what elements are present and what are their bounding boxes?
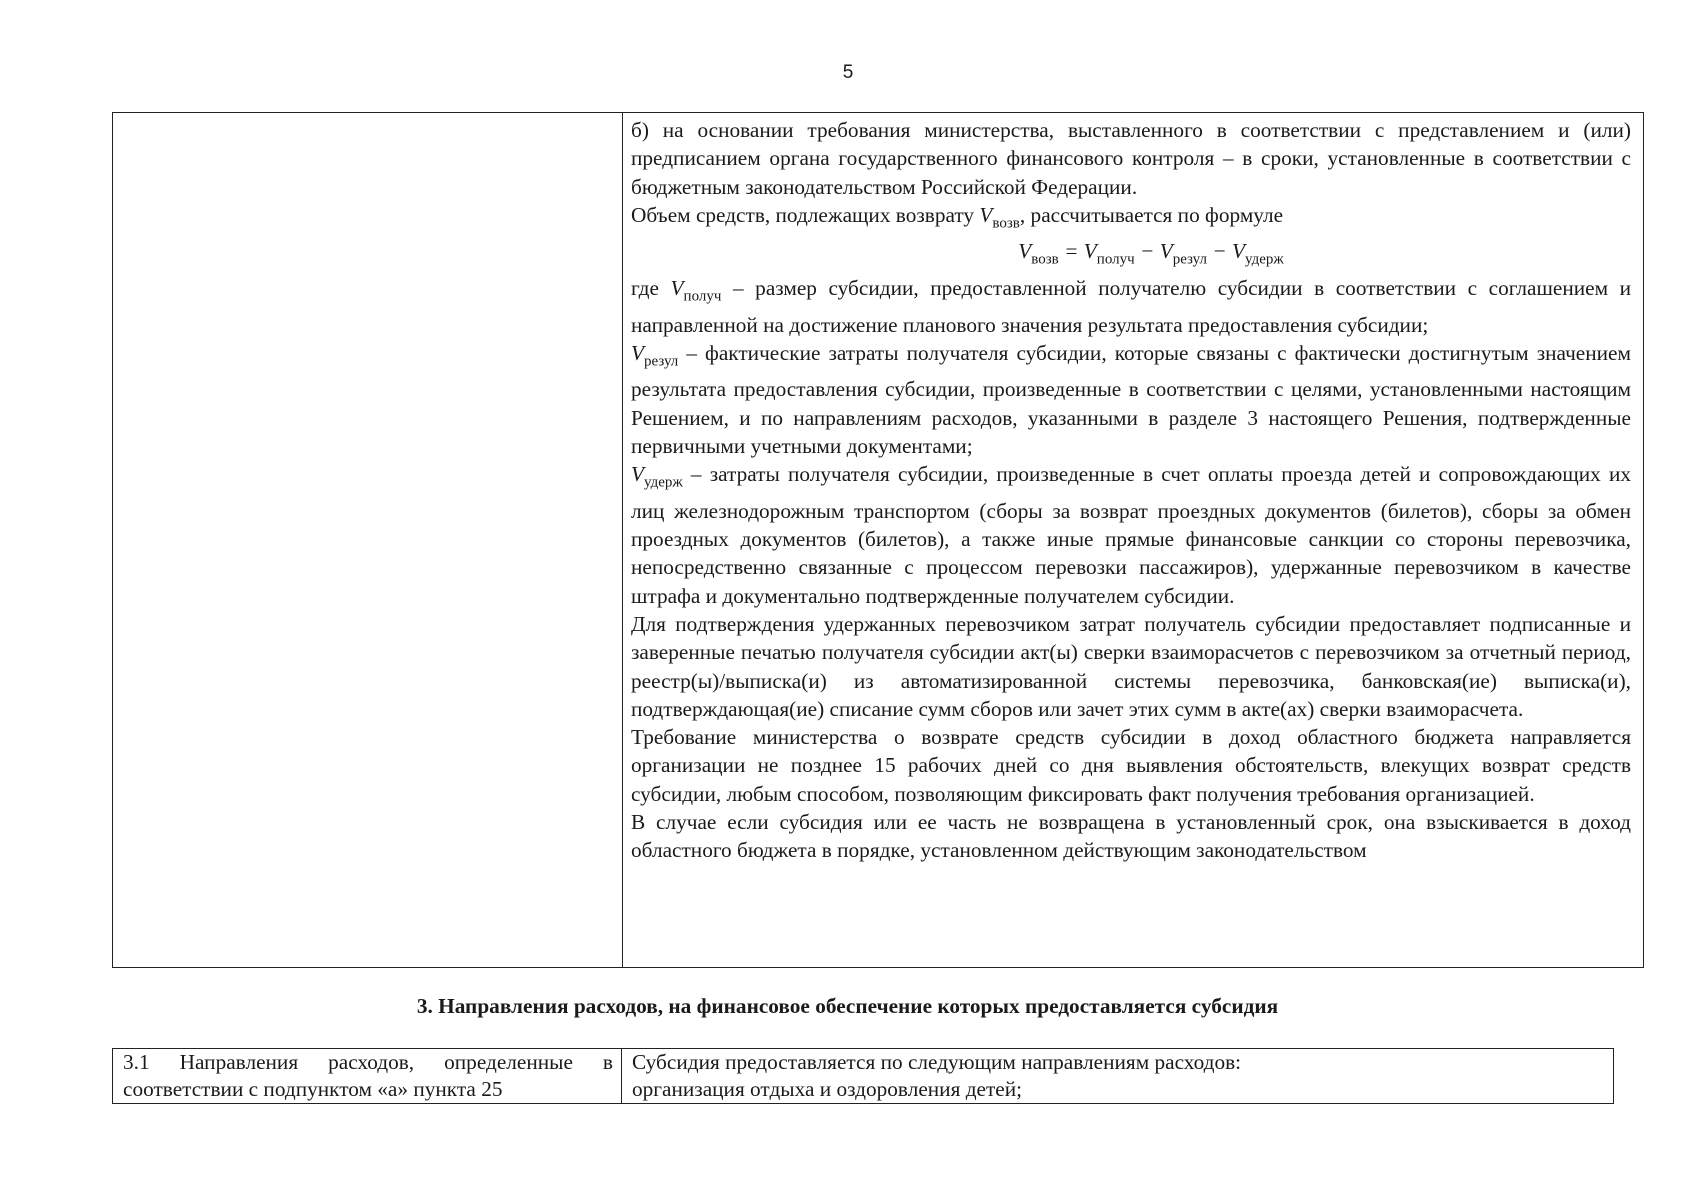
page-number: 5: [842, 62, 854, 83]
definition-v-rezul: $V_{резул}$ – фактические затраты получателя субсидии, которые связаны с фактически достигнутым значением результата предоставления субсидии, произведенные в соответствии с целями, установленными настоящим Решением, и по направлениям расходов, указанными в разделе 3 настоящего Решения, подтвержденные первичными учетными документами;: [631, 340, 1631, 458]
paragraph-volume: Объем средств, подлежащих возврату $V_{возв}$, рассчитывается по формуле: [631, 202, 1284, 232]
expense-directions-content: [622, 1049, 1614, 1104]
definition-v-poluch: где $V_{получ}$ – размер субсидии, предоставленной получателю субсидии в соответствии с соглашением и направленной на достижение планового значения результата предоставления субсидии;: [631, 275, 1631, 337]
paragraph-recovery: В случае если субсидия или ее часть не возвращена в установленный срок, она взыскивается в доход областного бюджета в порядке, установленном действующим законодательством: [631, 810, 1631, 863]
definition-v-uderzh: $V_{удерж}$ – затраты получателя субсидии, произведенные в счет оплаты проезда детей и сопровождающих их лиц железнодорожным транспортом (сборы за возврат проездных документов (билетов), сборы за обмен проездных документов (билетов), а также иные прямые финансовые санкции со стороны перевозчика, непосредственно связанные с процессом перевозки пассажиров), удержанные перевозчиком в качестве штрафа и документально подтвержденные получателем субсидии.: [631, 462, 1631, 608]
expense-direction-item: организация отдыха и оздоровления детей;: [632, 1077, 1023, 1101]
expense-directions-intro: Субсидия предоставляется по следующим направлениям расходов:: [632, 1050, 1242, 1074]
table-right-cell: [623, 113, 1644, 968]
expense-directions-table: [112, 1048, 1614, 1104]
conditions-table: [112, 112, 1644, 968]
expense-directions-label: 3.1 Направления расходов, определенные в соответствии с подпунктом «а» пункта 25: [113, 1049, 622, 1104]
section-heading: 3. Направления расходов, на финансовое обеспечение которых предоставляется субсидия: [416, 994, 1279, 1018]
paragraph-item-b: б) на основании требования министерства, выставленного в соответствии с представлением и (или) предписанием органа государственного финансового контроля – в сроки, установленные в соответствии с бюджетным законодательством Российской Федерации.: [631, 118, 1631, 199]
paragraph-requirement: Требование министерства о возврате средств субсидии в доход областного бюджета направляется организации не позднее 15 рабочих дней со дня выявления обстоятельств, влекущих возврат средств субсидии, любым способом, позволяющим фиксировать факт получения требования организацией.: [631, 725, 1631, 806]
paragraph-confirmation: Для подтверждения удержанных перевозчиком затрат получатель субсидии предоставляет подписанные и заверенные печатью получателя субсидии акт(ы) сверки взаиморасчетов с перевозчиком за отчетный период, реестр(ы)/выписка(и) из автоматизированной системы перевозчика, банковская(ие) выписка(и), подтверждающая(ие) списание сумм сборов или зачет этих сумм в акте(ах) сверки взаиморасчета.: [631, 612, 1631, 721]
table-left-cell: [113, 113, 623, 968]
return-formula: $V_{возв} = V_{получ} - V_{резул} - V_{удерж}$: [1018, 239, 1284, 268]
